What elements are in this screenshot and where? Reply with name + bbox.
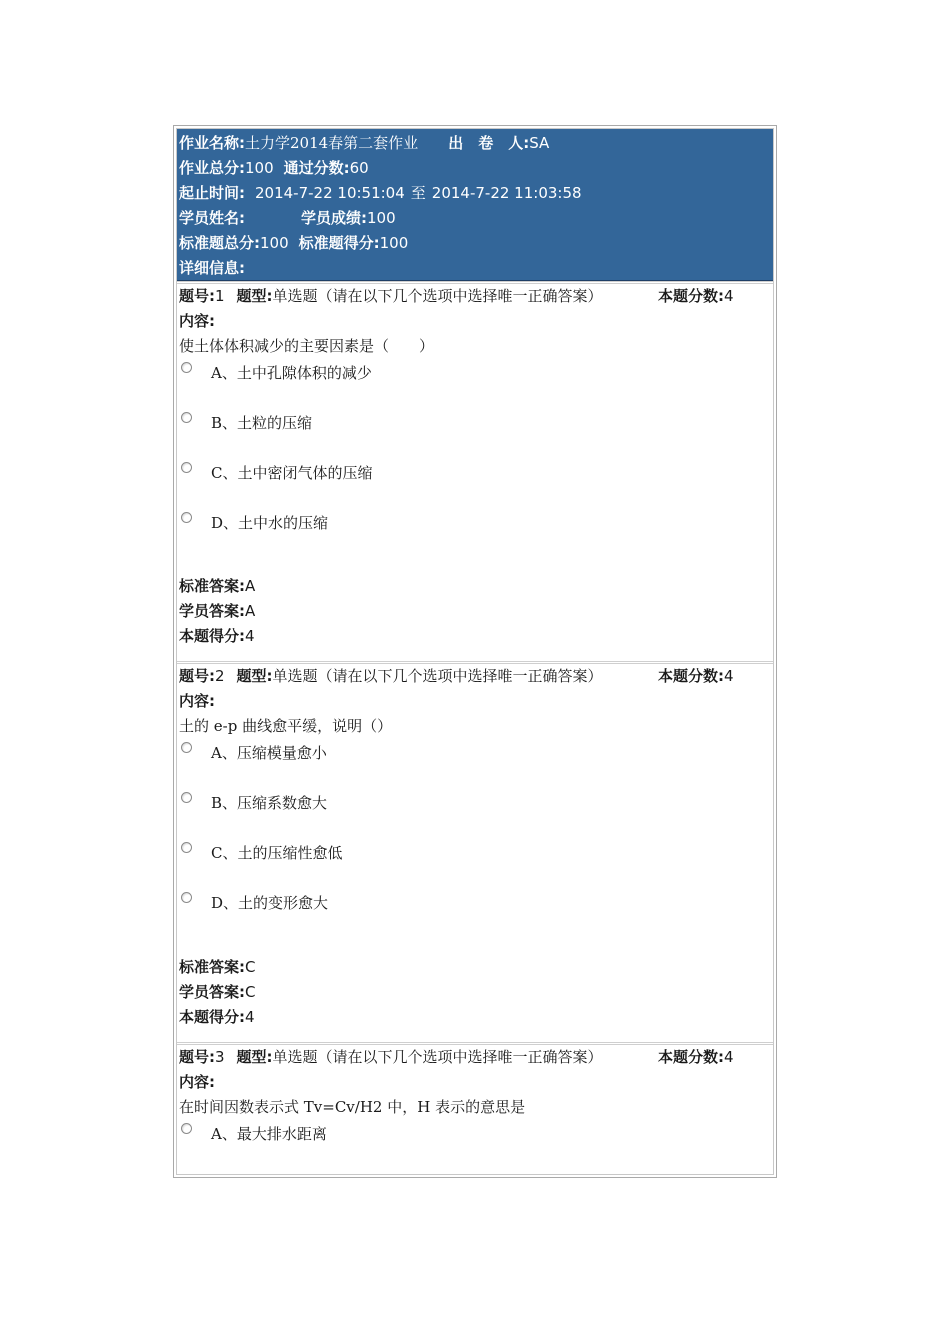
homework-panel	[173, 125, 777, 1178]
header-row-standard	[179, 231, 773, 256]
total-value: 100	[245, 159, 274, 177]
content-label: 内容:	[179, 1073, 215, 1091]
option-d[interactable]	[179, 509, 773, 559]
name-label: 作业名称:	[179, 134, 245, 152]
got-score-row	[179, 1005, 773, 1030]
option-b[interactable]	[179, 789, 773, 839]
qtype-value: 单选题（请在以下几个选项中选择唯一正确答案）	[272, 667, 603, 685]
stu-answer-label: 学员答案:	[179, 602, 245, 620]
header-row-student	[179, 206, 773, 231]
got-score-label: 本题得分:	[179, 627, 245, 645]
time-to: 至	[410, 184, 426, 202]
homework-header	[177, 129, 773, 281]
stu-answer-value: C	[245, 983, 256, 1001]
qnum-label: 题号:	[179, 287, 215, 305]
question-2	[177, 661, 773, 1042]
option-d[interactable]	[179, 889, 773, 939]
std-answer-value: A	[245, 577, 256, 595]
pass-label: 通过分数:	[283, 159, 350, 177]
radio-button[interactable]	[181, 842, 192, 853]
qtype-label: 题型:	[236, 667, 273, 685]
radio-button[interactable]	[181, 792, 192, 803]
qnum-value: 2	[215, 667, 225, 685]
option-label: B、压缩系数愈大	[211, 794, 328, 812]
option-label: A、压缩模量愈小	[211, 744, 327, 762]
qnum-label: 题号:	[179, 1048, 215, 1066]
qscore-label: 本题分数:	[658, 667, 724, 685]
total-label: 作业总分:	[179, 159, 245, 177]
time-label: 起止时间:	[179, 184, 245, 202]
qscore-label: 本题分数:	[658, 1048, 724, 1066]
stu-answer-row	[179, 980, 773, 1005]
got-score-row	[179, 624, 773, 649]
option-c[interactable]	[179, 839, 773, 889]
header-row-time	[179, 181, 773, 206]
std-score-label: 标准题得分:	[298, 234, 380, 252]
std-total-label: 标准题总分:	[179, 234, 260, 252]
time-start: 2014-7-22 10:51:04	[255, 184, 405, 202]
grade-value: 100	[367, 209, 396, 227]
question-text: 使土体体积减少的主要因素是（ ）	[179, 337, 435, 355]
option-label: C、土中密闭气体的压缩	[211, 464, 373, 482]
qtype-value: 单选题（请在以下几个选项中选择唯一正确答案）	[272, 287, 603, 305]
question-3	[177, 1042, 773, 1172]
radio-button[interactable]	[181, 512, 192, 523]
qscore-value: 4	[724, 1048, 734, 1066]
content-label: 内容:	[179, 312, 215, 330]
student-label: 学员姓名:	[179, 209, 245, 227]
stu-answer-label: 学员答案:	[179, 983, 245, 1001]
option-label: B、土粒的压缩	[211, 414, 313, 432]
radio-button[interactable]	[181, 892, 192, 903]
qnum-value: 1	[215, 287, 225, 305]
qtype-label: 题型:	[236, 1048, 273, 1066]
radio-button[interactable]	[181, 1123, 192, 1134]
std-answer-row	[179, 574, 773, 599]
option-a[interactable]	[179, 1120, 773, 1170]
radio-button[interactable]	[181, 412, 192, 423]
time-end: 2014-7-22 11:03:58	[431, 184, 582, 202]
std-answer-label: 标准答案:	[179, 577, 245, 595]
option-a[interactable]	[179, 359, 773, 409]
question-meta	[179, 1045, 773, 1070]
detail-label: 详细信息:	[179, 259, 245, 277]
option-b[interactable]	[179, 409, 773, 459]
header-row-name	[179, 131, 773, 156]
content-label: 内容:	[179, 692, 215, 710]
question-1	[177, 281, 773, 661]
std-score-value: 100	[379, 234, 409, 252]
question-score	[658, 284, 734, 309]
std-answer-row	[179, 955, 773, 980]
option-c[interactable]	[179, 459, 773, 509]
stu-answer-value: A	[245, 602, 256, 620]
option-a[interactable]	[179, 739, 773, 789]
pass-value: 60	[349, 159, 369, 177]
qtype-value: 单选题（请在以下几个选项中选择唯一正确答案）	[272, 1048, 603, 1066]
got-score-label: 本题得分:	[179, 1008, 245, 1026]
qtype-label: 题型:	[236, 287, 273, 305]
option-label: A、最大排水距离	[211, 1125, 327, 1143]
question-text: 在时间因数表示式 Tv=Cv/H2 中，H 表示的意思是	[179, 1098, 526, 1116]
question-meta	[179, 284, 773, 309]
option-label: D、土中水的压缩	[211, 514, 329, 532]
header-row-detail	[179, 256, 773, 281]
radio-button[interactable]	[181, 362, 192, 373]
got-score-value: 4	[245, 1008, 255, 1026]
std-total-value: 100	[260, 234, 289, 252]
qnum-label: 题号:	[179, 667, 215, 685]
question-score	[658, 1045, 734, 1070]
homework-panel-inner	[176, 128, 774, 1175]
got-score-value: 4	[245, 627, 255, 645]
option-label: A、土中孔隙体积的减少	[211, 364, 372, 382]
question-text: 土的 e-p 曲线愈平缓，说明（）	[179, 717, 393, 735]
std-answer-label: 标准答案:	[179, 958, 245, 976]
question-score	[658, 664, 734, 689]
option-label: D、土的变形愈大	[211, 894, 329, 912]
std-answer-value: C	[245, 958, 256, 976]
header-row-total	[179, 156, 773, 181]
stu-answer-row	[179, 599, 773, 624]
author-label: 出 卷 人:	[448, 134, 530, 152]
radio-button[interactable]	[181, 742, 192, 753]
qscore-label: 本题分数:	[658, 287, 724, 305]
grade-label: 学员成绩:	[301, 209, 367, 227]
qscore-value: 4	[724, 287, 734, 305]
qscore-value: 4	[724, 667, 734, 685]
author-value: SA	[529, 134, 550, 152]
question-meta	[179, 664, 773, 689]
radio-button[interactable]	[181, 462, 192, 473]
name-value: 土力学2014春第二套作业	[245, 134, 419, 152]
option-label: C、土的压缩性愈低	[211, 844, 343, 862]
qnum-value: 3	[215, 1048, 225, 1066]
